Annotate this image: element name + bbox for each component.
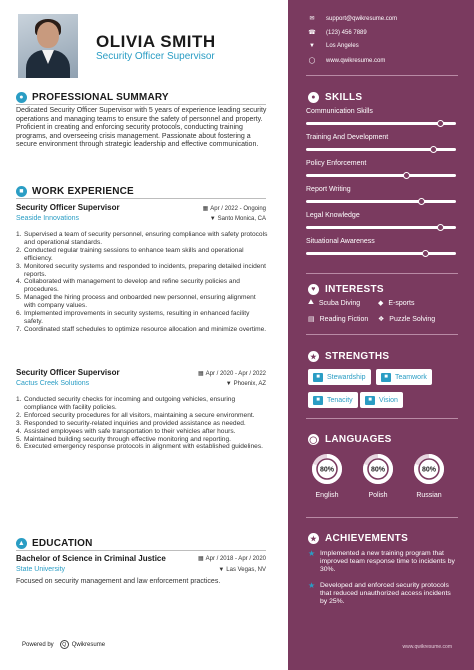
contact-email[interactable]: ✉ support@qwikresume.com bbox=[309, 15, 398, 22]
skill-bar bbox=[306, 122, 456, 125]
graduation-cap-icon: ▲ bbox=[17, 540, 26, 547]
briefcase-icon: ■ bbox=[16, 186, 27, 197]
job-date: ▦ Apr / 2020 - Apr / 2022 bbox=[197, 371, 266, 377]
skill-level-marker bbox=[430, 146, 437, 153]
skill-label: Policy Enforcement bbox=[306, 160, 367, 167]
education-date: ▦ Apr / 2018 - Apr / 2020 bbox=[197, 556, 266, 562]
interests-heading: ♥ INTERESTS bbox=[308, 284, 384, 295]
experience-divider bbox=[16, 198, 266, 199]
skill-bar bbox=[306, 174, 456, 177]
list-item: 7. Coordinated staff schedules to optimize resource allocation and minimize overtime. bbox=[16, 325, 267, 333]
languages-heading: ◯ LANGUAGES bbox=[309, 434, 392, 445]
user-icon: ● bbox=[16, 92, 27, 103]
interests-divider bbox=[306, 334, 458, 335]
summary-text: Dedicated Security Officer Supervisor with 5 years of experience leading security operations and managing teams to ensure the safety of personnel and property. Proficient in creating and enforcing security protocols, conducting training programs, and overseeing crisis management. Passionate about fostering a secure environment through strategic leadership and effective communication. bbox=[16, 107, 267, 149]
skill-level-marker bbox=[437, 120, 444, 127]
job-company: Cactus Creek Solutions bbox=[16, 380, 90, 387]
language-item bbox=[310, 452, 344, 499]
job-responsibilities bbox=[16, 231, 268, 334]
list-item: 4. Collaborated with management to develop and refine security policies and procedures. bbox=[16, 278, 240, 294]
interest-item: ▤ Reading Fiction bbox=[308, 315, 369, 323]
job-responsibilities bbox=[16, 396, 268, 451]
language-ring bbox=[310, 452, 344, 486]
sidebar bbox=[288, 0, 474, 670]
brand-link[interactable]: Qwikresume bbox=[71, 641, 106, 648]
skill-label: Legal Knowledge bbox=[306, 212, 360, 219]
candidate-role: Security Officer Supervisor bbox=[96, 51, 215, 62]
stewardship-icon: ■ bbox=[313, 373, 323, 382]
list-item: 5. Maintained building security through effective monitoring and reporting. bbox=[16, 435, 231, 443]
education-focus: Focused on security management and law enforcement practices. bbox=[16, 578, 221, 585]
languages-divider bbox=[306, 517, 458, 518]
strength-tag: ■ Teamwork bbox=[376, 369, 432, 385]
list-item: 3. Responded to security-related inquiries and provided assistance as needed. bbox=[16, 419, 246, 427]
contact-phone[interactable]: ☎ (123) 456 7889 bbox=[308, 29, 367, 36]
star-icon: ★ bbox=[308, 581, 316, 590]
candidate-name: OLIVIA SMITH bbox=[96, 32, 216, 51]
language-ring bbox=[361, 452, 395, 486]
job-company: Seaside Innovations bbox=[16, 215, 80, 222]
language-name: Russian bbox=[416, 492, 442, 499]
education-location: ▼ Las Vegas, NV bbox=[218, 567, 266, 573]
skill-bar bbox=[306, 200, 456, 203]
interest-item: ◆ E-sports bbox=[378, 299, 415, 307]
language-percent: 80% bbox=[421, 466, 437, 474]
list-item: 1. Conducted security checks for incoming and outgoing vehicles, ensuring compliance with facility policies. bbox=[16, 396, 236, 411]
contact-divider bbox=[306, 75, 458, 76]
language-item bbox=[361, 452, 395, 499]
gamepad-icon: ◆ bbox=[378, 300, 384, 307]
location-pin-icon: ▼ bbox=[309, 43, 315, 49]
achievement-item: ★ Implemented a new training program that improved team response time to incidents by 30%. bbox=[308, 549, 455, 573]
skill-label: Communication Skills bbox=[306, 108, 373, 115]
interest-item: ❖ Puzzle Solving bbox=[378, 315, 436, 323]
language-item bbox=[412, 452, 446, 499]
summary-divider bbox=[16, 104, 266, 105]
list-item: 3. Monitored security systems and responded to incidents, preparing detailed incident reports. bbox=[16, 262, 266, 278]
language-percent: 80% bbox=[319, 466, 335, 474]
calendar-icon: ▦ bbox=[197, 371, 204, 377]
skill-bar bbox=[306, 252, 456, 255]
puzzle-icon: ❖ bbox=[378, 316, 385, 323]
summary-heading: ● PROFESSIONAL SUMMARY bbox=[16, 92, 169, 103]
achievement-item: ★ Developed and enforced security protocols that reduced unauthorized access incidents by 25%. bbox=[308, 581, 451, 605]
list-item: 6. Executed emergency response protocols in alignment with established guidelines. bbox=[16, 443, 263, 451]
diving-icon: ⛰ bbox=[308, 299, 314, 306]
team-icon: ■ bbox=[381, 373, 391, 382]
qwikresume-logo-icon: Q bbox=[60, 640, 69, 649]
star-icon: ★ bbox=[308, 549, 316, 558]
achievements-heading: ★ ACHIEVEMENTS bbox=[308, 533, 408, 544]
vision-icon: ■ bbox=[365, 396, 375, 405]
location-pin-icon: ▼ bbox=[209, 216, 216, 222]
school-name: State University bbox=[16, 566, 66, 573]
strength-tag: ■ Vision bbox=[360, 392, 403, 408]
trophy-icon: ★ bbox=[308, 533, 319, 544]
skill-label: Training And Development bbox=[306, 134, 389, 141]
interest-item: ⛰ Scuba Diving bbox=[308, 299, 361, 307]
job-date: ▦ Apr / 2022 - Ongoing bbox=[202, 206, 266, 212]
calendar-icon: ▦ bbox=[197, 556, 204, 562]
skills-divider bbox=[306, 273, 458, 274]
strength-tag: ■ Stewardship bbox=[308, 369, 371, 385]
job-location: ▼ Phoenix, AZ bbox=[225, 381, 266, 387]
skill-bar bbox=[306, 226, 456, 229]
job-title: Security Officer Supervisor bbox=[16, 368, 120, 377]
education-heading: ▲ EDUCATION bbox=[17, 538, 93, 549]
skill-label: Situational Awareness bbox=[306, 238, 375, 245]
list-item: 6. Implemented improvements in security systems, resulting in enhanced facility safety. bbox=[16, 310, 250, 325]
list-item: 5. Managed the hiring process and onboarded new personnel, ensuring alignment with company values. bbox=[16, 294, 256, 310]
globe-icon: ◯ bbox=[308, 58, 316, 64]
skill-bar bbox=[306, 148, 456, 151]
strengths-heading: ★ STRENGTHS bbox=[308, 351, 389, 362]
skill-label: Report Writing bbox=[306, 186, 351, 193]
book-icon: ▤ bbox=[308, 316, 315, 323]
email-icon: ✉ bbox=[309, 16, 315, 22]
location-pin-icon: ▼ bbox=[225, 381, 232, 387]
contact-website[interactable]: ◯ www.qwikresume.com bbox=[308, 57, 386, 64]
language-name: Polish bbox=[368, 492, 388, 499]
list-item: 2. Conducted regular training sessions to enhance team skills and operational efficiency. bbox=[16, 246, 244, 262]
education-divider bbox=[16, 550, 266, 551]
star-icon: ★ bbox=[308, 351, 319, 362]
skill-level-marker bbox=[418, 198, 425, 205]
job-location: ▼ Santo Monica, CA bbox=[209, 216, 266, 222]
list-item: 4. Assisted employees with safe transportation to their vehicles after hours. bbox=[16, 427, 236, 435]
site-url[interactable]: www.qwikresume.com bbox=[402, 644, 452, 650]
calendar-icon: ▦ bbox=[202, 206, 209, 212]
contact-location: ▼ Los Angeles bbox=[309, 43, 359, 49]
language-name: English bbox=[315, 492, 339, 499]
skill-level-marker bbox=[403, 172, 410, 179]
globe-icon: ◯ bbox=[308, 434, 319, 445]
phone-icon: ☎ bbox=[308, 30, 316, 36]
tenacity-icon: ■ bbox=[313, 396, 323, 405]
skill-level-marker bbox=[437, 224, 444, 231]
location-pin-icon: ▼ bbox=[218, 567, 225, 573]
heart-icon: ♥ bbox=[308, 284, 319, 295]
strengths-divider bbox=[306, 418, 458, 419]
language-ring bbox=[412, 452, 446, 486]
language-percent: 80% bbox=[370, 466, 386, 474]
experience-heading: ■ WORK EXPERIENCE bbox=[16, 186, 134, 197]
powered-by: Powered by Q Qwikresume bbox=[22, 641, 106, 648]
list-item: 2. Enforced security procedures for all visitors, maintaining a secure environment. bbox=[16, 411, 255, 419]
bulb-icon: ● bbox=[308, 92, 319, 103]
skill-level-marker bbox=[422, 250, 429, 257]
list-item: 1. Supervised a team of security personnel, ensuring compliance with safety protocols and operational standards. bbox=[16, 231, 268, 246]
strength-tag: ■ Tenacity bbox=[308, 392, 358, 408]
job-title: Security Officer Supervisor bbox=[16, 203, 120, 212]
skills-heading: ● SKILLS bbox=[308, 92, 362, 103]
profile-photo bbox=[18, 14, 78, 78]
degree-title: Bachelor of Science in Criminal Justice bbox=[16, 554, 166, 563]
